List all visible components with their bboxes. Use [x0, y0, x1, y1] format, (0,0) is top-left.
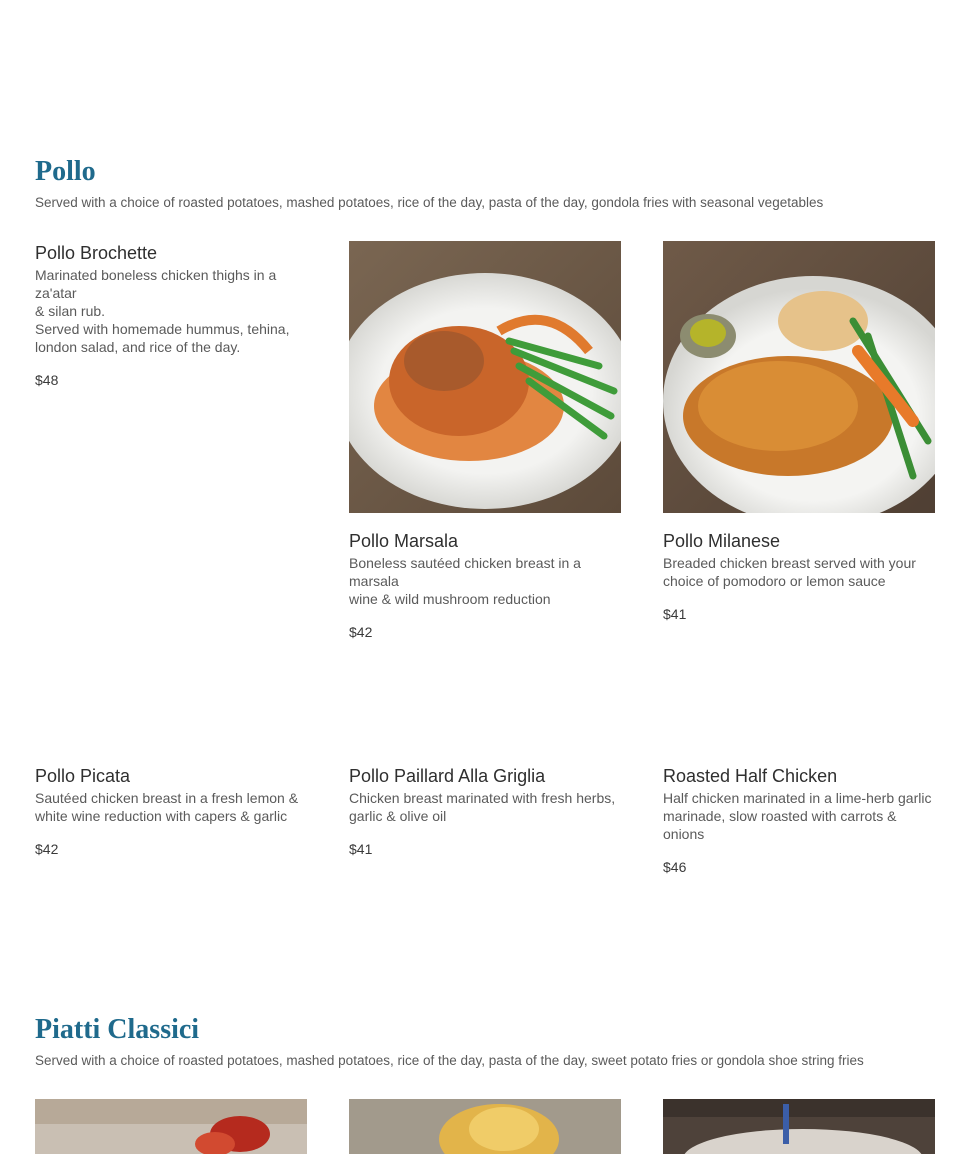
item-price: $41 [663, 606, 687, 622]
description-line: Boneless sautéed chicken breast in a marsala [349, 555, 581, 589]
item-price: $46 [663, 859, 687, 875]
description-line: Marinated boneless chicken thighs in a za'atar [35, 267, 277, 301]
menu-item-pollo-paillard [349, 765, 621, 857]
menu-item-pollo-picata [35, 765, 307, 857]
dish-photo [349, 1099, 621, 1154]
section-title: Pollo [35, 156, 96, 187]
section-piatti-classici [35, 1014, 935, 1070]
chicken-milanese-photo [663, 241, 935, 513]
menu-item-pollo-marsala [349, 530, 621, 640]
item-name: Roasted Half Chicken [663, 766, 838, 786]
item-name: Pollo Marsala [349, 531, 459, 551]
description-line: Sautéed chicken breast in a fresh lemon & [35, 790, 299, 806]
description-line: garlic & olive oil [349, 808, 447, 824]
description-line: & silan rub. [35, 303, 106, 319]
section-subtitle: Served with a choice of roasted potatoes, mashed potatoes, rice of the day, pasta of the day, sweet potato fries or gondola shoe string fries [35, 1053, 864, 1068]
item-description [349, 554, 621, 608]
item-name: Pollo Paillard Alla Griglia [349, 766, 546, 786]
item-description [35, 266, 307, 356]
description-line: Served with homemade hummus, tehina, [35, 321, 290, 337]
menu-item-roasted-half-chicken [663, 765, 935, 875]
item-price: $42 [35, 841, 59, 857]
item-description [663, 554, 935, 590]
previous-section-fragment [0, 0, 970, 4]
section-title: Piatti Classici [35, 1014, 200, 1045]
description-line: Half chicken marinated in a lime-herb garlic [663, 790, 932, 806]
item-price: $42 [349, 624, 373, 640]
description-line: Chicken breast marinated with fresh herbs, [349, 790, 616, 806]
menu-item-pollo-brochette [35, 242, 307, 388]
item-price: $48 [35, 372, 59, 388]
description-line: white wine reduction with capers & garlic [35, 808, 288, 824]
section-pollo [35, 156, 935, 212]
dish-photo [35, 1099, 307, 1154]
description-line: london salad, and rice of the day. [35, 339, 241, 355]
item-name: Pollo Picata [35, 766, 131, 786]
item-description [349, 789, 621, 825]
description-line: choice of pomodoro or lemon sauce [663, 573, 886, 589]
description-line: Breaded chicken breast served with your [663, 555, 916, 571]
chicken-marsala-photo [349, 241, 621, 513]
item-description [35, 789, 307, 825]
menu-item-pollo-milanese [663, 530, 935, 622]
item-price: $41 [349, 841, 373, 857]
item-name: Pollo Milanese [663, 531, 781, 551]
dish-photo [663, 1099, 935, 1154]
section-subtitle: Served with a choice of roasted potatoes, mashed potatoes, rice of the day, pasta of the day, gondola fries with seasonal vegetables [35, 195, 824, 210]
item-description [663, 789, 935, 843]
description-line: marinade, slow roasted with carrots & onions [663, 808, 897, 842]
item-name: Pollo Brochette [35, 243, 158, 263]
description-line: wine & wild mushroom reduction [349, 591, 551, 607]
